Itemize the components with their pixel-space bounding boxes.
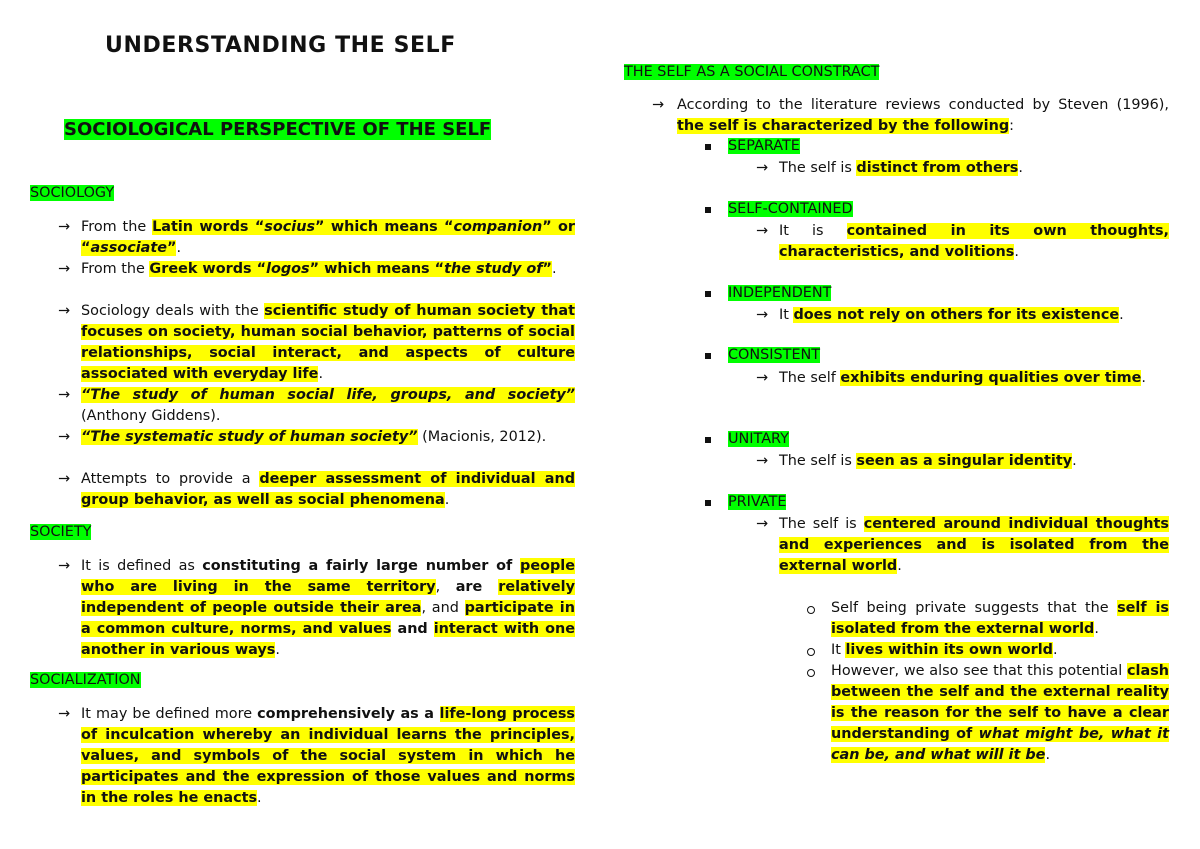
trait-unitary: UNITARY <box>728 431 789 447</box>
circle-bullet-icon <box>807 669 815 677</box>
arrow-bullet-icon: → <box>756 370 769 386</box>
sociology-item-5: “The systematic study of human society” (Macionis, 2012). <box>81 429 547 445</box>
arrow-bullet-icon: → <box>58 303 71 319</box>
circle-bullet-icon <box>807 606 815 614</box>
arrow-bullet-icon: → <box>756 516 769 532</box>
arrow-bullet-icon: → <box>58 471 71 487</box>
sociology-item-2: From the Greek words “logos” which means “the study of”. <box>81 261 557 277</box>
trait-independent: INDEPENDENT <box>728 285 832 301</box>
trait-private-desc: The self is centered around individual thoughts and experiences and is isolated from the external world. <box>779 516 1170 574</box>
trait-self-contained: SELF-CONTAINED <box>728 201 853 217</box>
page-title: UNDERSTANDING THE SELF <box>105 33 456 58</box>
square-bullet-icon <box>705 437 711 443</box>
socialization-label: SOCIALIZATION <box>30 672 141 688</box>
socialization-definition: It may be defined more comprehensively as a life-long process of inculcation whereby an individual learns the principles, values, and symbols of the social system in which he participates and the expression of those values and norms in the roles he enacts. <box>81 706 575 806</box>
arrow-bullet-icon: → <box>756 160 769 176</box>
square-bullet-icon <box>705 500 711 506</box>
arrow-bullet-icon: → <box>58 387 71 403</box>
trait-separate-desc: The self is distinct from others. <box>779 160 1023 176</box>
square-bullet-icon <box>705 207 711 213</box>
private-note-3: However, we also see that this potential clash between the self and the external reality is the reason for the self to have a clear understanding of what might be, what it can be, and what will it be. <box>831 663 1169 763</box>
arrow-bullet-icon: → <box>652 97 665 113</box>
trait-self-contained-desc: It is contained in its own thoughts, characteristics, and volitions. <box>779 223 1169 260</box>
arrow-bullet-icon: → <box>58 261 71 277</box>
arrow-bullet-icon: → <box>58 429 71 445</box>
sociology-item-6: Attempts to provide a deeper assessment of individual and group behavior, as well as social phenomena. <box>81 471 575 508</box>
social-construct-heading: THE SELF AS A SOCIAL CONSTRACT <box>624 64 880 80</box>
trait-unitary-desc: The self is seen as a singular identity. <box>779 453 1077 469</box>
arrow-bullet-icon: → <box>756 223 769 239</box>
arrow-bullet-icon: → <box>756 307 769 323</box>
trait-consistent: CONSISTENT <box>728 347 821 363</box>
sociology-item-4: “The study of human social life, groups, and society” (Anthony Giddens). <box>81 387 575 424</box>
square-bullet-icon <box>705 291 711 297</box>
sociology-item-1: From the Latin words “socius” which means “companion” or “associate”. <box>81 219 575 256</box>
society-label: SOCIETY <box>30 524 92 540</box>
trait-separate: SEPARATE <box>728 138 800 154</box>
sociological-perspective-heading: SOCIOLOGICAL PERSPECTIVE OF THE SELF <box>64 119 492 140</box>
square-bullet-icon <box>705 353 711 359</box>
sociology-label: SOCIOLOGY <box>30 185 115 201</box>
intro-paragraph: According to the literature reviews conducted by Steven (1996), the self is characterized by the following: <box>677 97 1169 134</box>
private-note-1: Self being private suggests that the self is isolated from the external world. <box>831 600 1169 637</box>
arrow-bullet-icon: → <box>58 706 71 722</box>
arrow-bullet-icon: → <box>58 558 71 574</box>
arrow-bullet-icon: → <box>58 219 71 235</box>
square-bullet-icon <box>705 144 711 150</box>
arrow-bullet-icon: → <box>756 453 769 469</box>
society-definition: It is defined as constituting a fairly large number of people who are living in the same territory, are relatively independent of people outside their area, and participate in a common culture, norms, and values and interact with one another in various ways. <box>81 558 575 658</box>
sociology-item-3: Sociology deals with the scientific study of human society that focuses on society, human social behavior, patterns of social relationships, social interact, and aspects of culture associated with everyday life. <box>81 303 576 382</box>
private-note-2: It lives within its own world. <box>831 642 1058 658</box>
trait-consistent-desc: The self exhibits enduring qualities over time. <box>779 370 1146 386</box>
trait-independent-desc: It does not rely on others for its existence. <box>779 307 1124 323</box>
trait-private: PRIVATE <box>728 494 787 510</box>
circle-bullet-icon <box>807 648 815 656</box>
